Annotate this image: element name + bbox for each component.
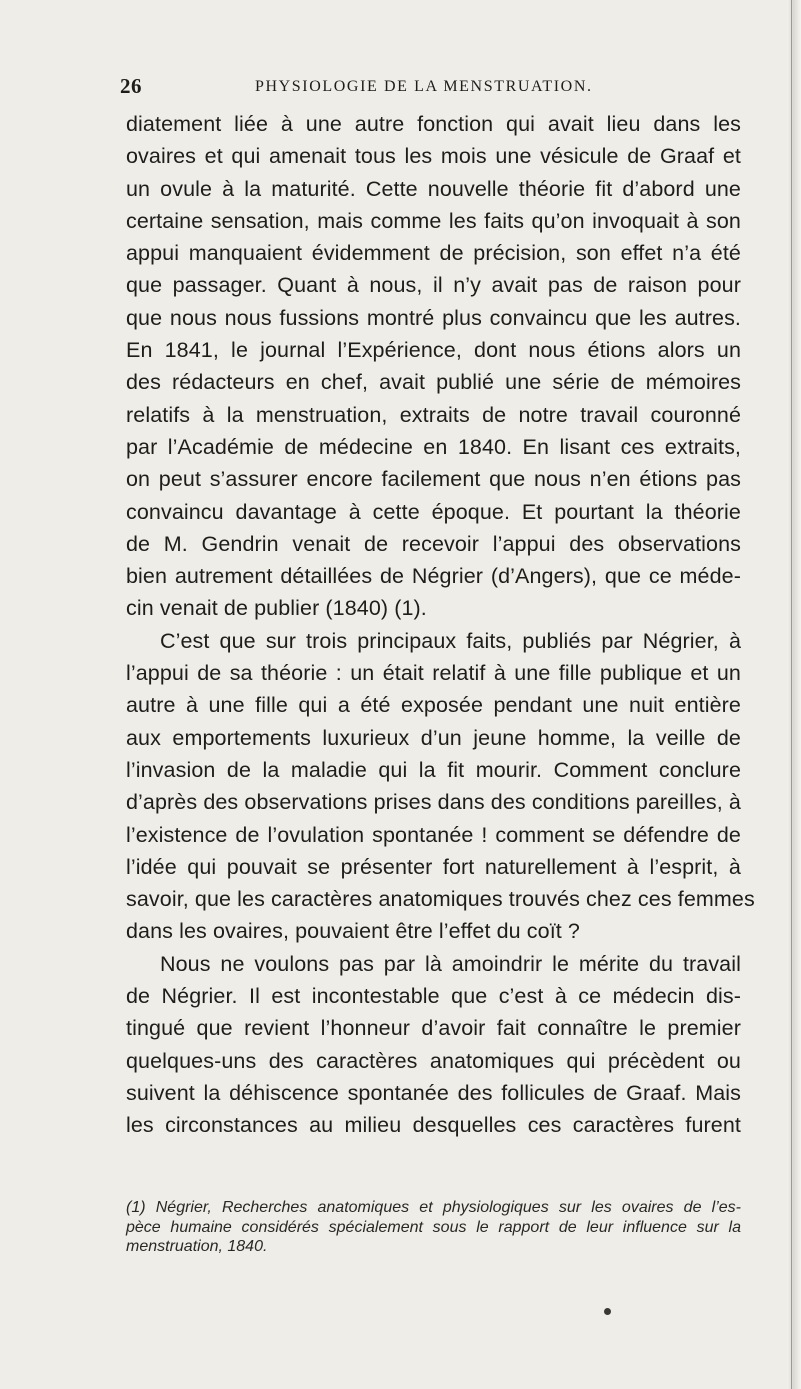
text-line: de M. Gendrin venait de recevoir l’appui des observations bbox=[126, 531, 741, 556]
text-line: l’existence de l’ovulation spontanée ! comment se défendre de bbox=[126, 822, 741, 847]
ink-dot bbox=[604, 1308, 611, 1315]
text-line: savoir, que les caractères anatomiques trouvés chez ces femmes bbox=[126, 887, 755, 912]
text-line: l’idée qui pouvait se présenter fort naturellement à l’esprit, à bbox=[126, 854, 741, 879]
text-line: l’appui de sa théorie : un était relatif à une fille publique et un bbox=[126, 661, 741, 686]
page-header bbox=[120, 74, 740, 104]
text-line: les circonstances au milieu desquelles ces caractères furent bbox=[126, 1113, 741, 1138]
text-line: Nous ne voulons pas par là amoindrir le mérite du travail bbox=[160, 951, 741, 976]
page-edge-line bbox=[791, 0, 792, 1389]
running-title: PHYSIOLOGIE DE LA MENSTRUATION. bbox=[255, 78, 593, 95]
text-line: aux emportements luxurieux d’un jeune homme, la veille de bbox=[126, 725, 741, 750]
text-line: que passager. Quant à nous, il n’y avait pas de raison pour bbox=[126, 273, 741, 298]
text-line: on peut s’assurer encore facilement que nous n’en étions pas bbox=[126, 467, 741, 492]
footnote-line: (1) Négrier, Recherches anatomiques et physiologiques sur les ovaires de l’es- bbox=[126, 1199, 741, 1216]
text-line: autre à une fille qui a été exposée pendant une nuit entière bbox=[126, 693, 741, 718]
page-edge bbox=[787, 0, 801, 1389]
text-line: dans les ovaires, pouvaient être l’effet du coït ? bbox=[126, 919, 580, 944]
text-line: appui manquaient évidemment de précision, son effet n’a été bbox=[126, 241, 741, 266]
text-line: que nous nous fussions montré plus convaincu que les autres. bbox=[126, 305, 741, 330]
text-line: bien autrement détaillées de Négrier (d’Angers), que ce méde- bbox=[126, 564, 741, 589]
text-line: ovaires et qui amenait tous les mois une vésicule de Graaf et bbox=[126, 144, 741, 169]
footnote-line: pèce humaine considérés spécialement sous le rapport de leur influence sur la bbox=[126, 1218, 741, 1236]
text-line: quelques-uns des caractères anatomiques qui précèdent ou bbox=[126, 1048, 741, 1073]
text-line: l’invasion de la maladie qui la fit mourir. Comment conclure bbox=[126, 757, 741, 782]
text-line: suivent la déhiscence spontanée des follicules de Graaf. Mais bbox=[126, 1080, 741, 1105]
text-line: cin venait de publier (1840) (1). bbox=[126, 596, 427, 621]
text-line: relatifs à la menstruation, extraits de notre travail couronné bbox=[126, 402, 741, 427]
text-line: convaincu davantage à cette époque. Et pourtant la théorie bbox=[126, 499, 741, 524]
footnote bbox=[126, 1198, 741, 1257]
text-line: un ovule à la maturité. Cette nouvelle théorie fit d’abord une bbox=[126, 176, 741, 201]
text-line: C’est que sur trois principaux faits, publiés par Négrier, à bbox=[160, 628, 741, 653]
page-number: 26 bbox=[120, 74, 142, 98]
text-line: de Négrier. Il est incontestable que c’est à ce médecin dis- bbox=[126, 984, 741, 1009]
text-line: par l’Académie de médecine en 1840. En lisant ces extraits, bbox=[126, 434, 741, 459]
text-line: certaine sensation, mais comme les faits qu’on invoquait à son bbox=[126, 208, 741, 233]
text-line: d’après des observations prises dans des conditions pareilles, à bbox=[126, 790, 741, 815]
text-line: En 1841, le journal l’Expérience, dont nous étions alors un bbox=[126, 338, 741, 363]
text-line: tingué que revient l’honneur d’avoir fait connaître le premier bbox=[126, 1016, 741, 1041]
body-text bbox=[126, 108, 755, 1142]
text-line: diatement liée à une autre fonction qui avait lieu dans les bbox=[126, 112, 741, 136]
text-line: des rédacteurs en chef, avait publié une série de mémoires bbox=[126, 370, 741, 395]
footnote-line: menstruation, 1840. bbox=[126, 1238, 268, 1255]
